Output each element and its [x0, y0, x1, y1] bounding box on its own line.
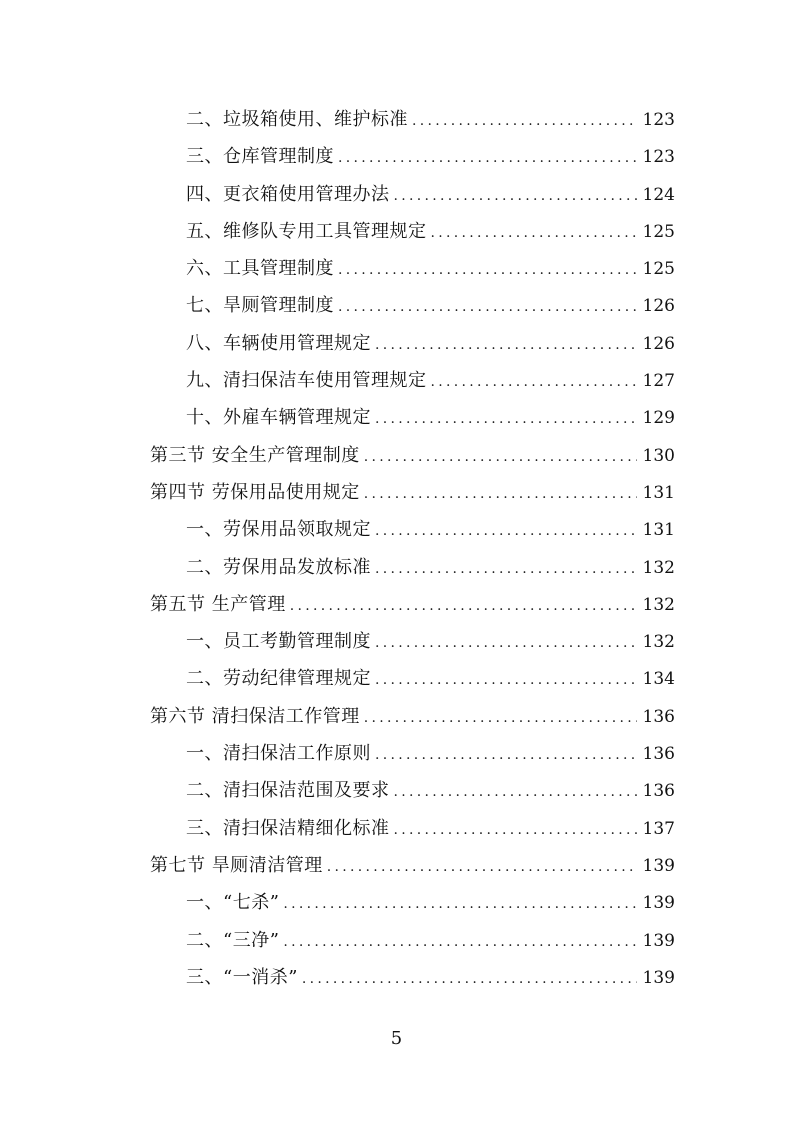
toc-entry[interactable] [150, 772, 675, 809]
toc-dot-leader [412, 103, 637, 140]
toc-entry-page: 139 [642, 855, 675, 876]
toc-dot-leader [375, 551, 637, 588]
toc-entry-page: 139 [642, 893, 675, 914]
toc-dot-leader [338, 252, 637, 289]
toc-entry-page: 125 [642, 221, 675, 242]
toc-entry-page: 132 [642, 557, 675, 578]
toc-entry[interactable] [150, 922, 675, 959]
toc-entry[interactable] [150, 959, 675, 996]
toc-dot-leader [283, 924, 636, 961]
toc-entry-page: 125 [642, 259, 675, 280]
toc-section-entry[interactable] [150, 474, 675, 511]
toc-entry[interactable] [150, 287, 675, 324]
toc-dot-leader [394, 774, 637, 811]
toc-entry-title: 二、清扫保洁范围及要求 [186, 780, 390, 802]
toc-entry-title: 第三节 安全生产管理制度 [150, 444, 360, 466]
toc-entry[interactable] [150, 810, 675, 847]
toc-entry-title: 第六节 清扫保洁工作管理 [150, 705, 360, 727]
toc-entry-page: 134 [642, 669, 675, 690]
toc-dot-leader [364, 439, 637, 476]
toc-entry[interactable] [150, 250, 675, 287]
toc-entry-page: 124 [642, 184, 675, 205]
toc-section-entry[interactable] [150, 698, 675, 735]
toc-section-entry[interactable] [150, 437, 675, 474]
toc-entry-title: 六、工具管理制度 [186, 258, 334, 280]
toc-dot-leader [338, 289, 637, 326]
toc-entry-title: 七、旱厕管理制度 [186, 295, 334, 317]
toc-dot-leader [364, 700, 637, 737]
toc-dot-leader [290, 588, 637, 625]
toc-dot-leader [375, 401, 637, 438]
toc-entry-title: 三、清扫保洁精细化标准 [186, 817, 390, 839]
toc-entry-title: 第七节 旱厕清洁管理 [150, 854, 323, 876]
toc-entry-page: 139 [642, 930, 675, 951]
toc-dot-leader [394, 178, 637, 215]
toc-dot-leader [375, 625, 637, 662]
table-of-contents [150, 101, 675, 996]
toc-entry[interactable] [150, 213, 675, 250]
toc-entry-title: 四、更衣箱使用管理办法 [186, 183, 390, 205]
toc-entry-page: 136 [642, 706, 675, 727]
toc-entry[interactable] [150, 138, 675, 175]
toc-dot-leader [375, 662, 637, 699]
toc-entry-title: 二、“三净” [186, 929, 280, 951]
toc-entry-page: 131 [642, 520, 675, 541]
toc-entry-page: 132 [642, 594, 675, 615]
toc-entry-title: 二、劳动纪律管理规定 [186, 668, 371, 690]
toc-entry[interactable] [150, 735, 675, 772]
toc-entry-page: 129 [642, 408, 675, 429]
toc-entry-page: 136 [642, 781, 675, 802]
toc-entry-title: 一、“七杀” [186, 892, 280, 914]
toc-entry-page: 123 [642, 147, 675, 168]
toc-entry[interactable] [150, 101, 675, 138]
toc-entry-title: 五、维修队专用工具管理规定 [186, 220, 427, 242]
toc-entry-page: 132 [642, 632, 675, 653]
toc-entry[interactable] [150, 399, 675, 436]
toc-entry[interactable] [150, 549, 675, 586]
toc-entry-title: 一、劳保用品领取规定 [186, 519, 371, 541]
toc-entry-title: 第四节 劳保用品使用规定 [150, 481, 360, 503]
toc-dot-leader [283, 886, 636, 923]
toc-entry-title: 一、员工考勤管理制度 [186, 631, 371, 653]
toc-entry-page: 123 [642, 110, 675, 130]
toc-dot-leader [394, 812, 637, 849]
toc-dot-leader [375, 327, 637, 364]
toc-dot-leader [375, 737, 637, 774]
toc-entry[interactable] [150, 884, 675, 921]
toc-entry[interactable] [150, 623, 675, 660]
toc-section-entry[interactable] [150, 847, 675, 884]
toc-entry-page: 126 [642, 296, 675, 317]
toc-entry-page: 139 [642, 967, 675, 988]
toc-entry[interactable] [150, 511, 675, 548]
toc-entry-title: 一、清扫保洁工作原则 [186, 743, 371, 765]
toc-entry-title: 二、垃圾箱使用、维护标准 [186, 109, 408, 130]
toc-entry-title: 九、清扫保洁车使用管理规定 [186, 370, 427, 392]
toc-entry-page: 130 [642, 445, 675, 466]
toc-entry-title: 二、劳保用品发放标准 [186, 556, 371, 578]
toc-entry-page: 127 [642, 371, 675, 392]
toc-entry[interactable] [150, 176, 675, 213]
toc-dot-leader [327, 849, 637, 886]
toc-entry-page: 131 [642, 482, 675, 503]
toc-dot-leader [302, 961, 637, 998]
page-number: 5 [390, 1028, 403, 1049]
toc-entry-title: 十、外雇车辆管理规定 [186, 407, 371, 429]
toc-entry-title: 三、仓库管理制度 [186, 146, 334, 168]
toc-entry[interactable] [150, 362, 675, 399]
toc-dot-leader [364, 476, 637, 513]
toc-entry[interactable] [150, 660, 675, 697]
toc-dot-leader [338, 140, 637, 177]
toc-dot-leader [375, 513, 637, 550]
toc-entry-title: 第五节 生产管理 [150, 593, 286, 615]
toc-entry-page: 137 [642, 818, 675, 839]
toc-entry-title: 三、“一消杀” [186, 966, 298, 988]
toc-dot-leader [431, 364, 637, 401]
toc-entry[interactable] [150, 325, 675, 362]
toc-entry-page: 136 [642, 744, 675, 765]
toc-section-entry[interactable] [150, 586, 675, 623]
toc-entry-title: 八、车辆使用管理规定 [186, 332, 371, 354]
toc-dot-leader [431, 215, 637, 252]
toc-entry-page: 126 [642, 333, 675, 354]
